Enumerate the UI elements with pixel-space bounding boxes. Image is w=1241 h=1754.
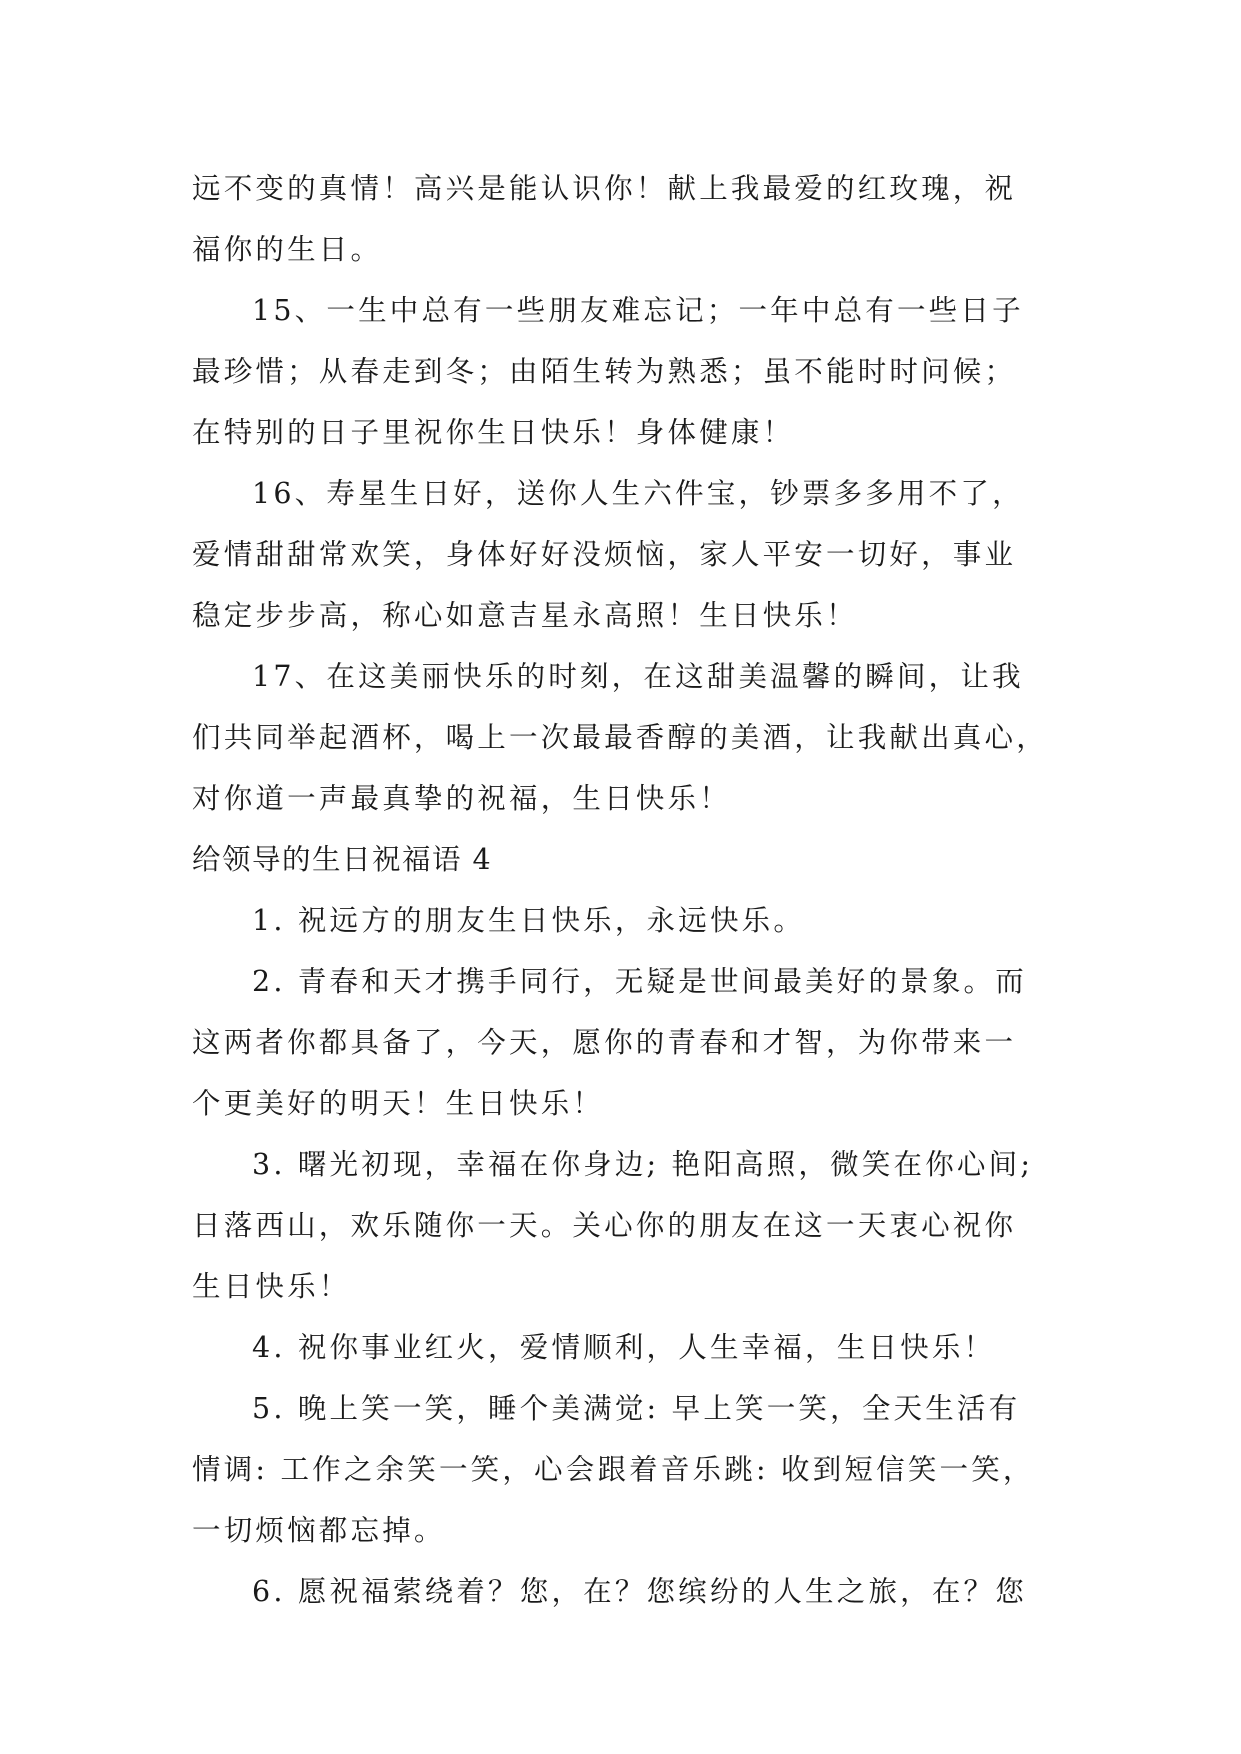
text-line: 一切烦恼都忘掉。 bbox=[192, 1514, 446, 1547]
document-body bbox=[192, 158, 1062, 1622]
item-2-line: 2. 青春和天才携手同行，无疑是世间最美好的景象。而 bbox=[252, 965, 1027, 998]
text-line: 在特别的日子里祝你生日快乐！身体健康！ bbox=[192, 416, 795, 449]
text-line: 情调: 工作之余笑一笑，心会跟着音乐跳: 收到短信笑一笑， bbox=[192, 1453, 1035, 1486]
item-3-line: 3. 曙光初现，幸福在你身边; 艳阳高照，微笑在你心间; bbox=[252, 1148, 1034, 1181]
section-heading: 给领导的生日祝福语 4 bbox=[192, 843, 493, 876]
text-line: 爱情甜甜常欢笑，身体好好没烦恼，家人平安一切好，事业 bbox=[192, 538, 1017, 571]
item-4-line: 4. 祝你事业红火，爱情顺利，人生幸福，生日快乐！ bbox=[252, 1331, 996, 1364]
text-line: 们共同举起酒杯，喝上一次最最香醇的美酒，让我献出真心， bbox=[192, 721, 1048, 754]
item-6-line: 6. 愿祝福萦绕着？您，在？您缤纷的人生之旅，在？您 bbox=[252, 1575, 1027, 1608]
text-line: 最珍惜；从春走到冬；由陌生转为熟悉；虽不能时时问候； bbox=[192, 355, 1017, 388]
paragraph-17-line: 17、在这美丽快乐的时刻，在这甜美温馨的瞬间，让我 bbox=[252, 660, 1024, 693]
text-line: 日落西山，欢乐随你一天。关心你的朋友在这一天衷心祝你 bbox=[192, 1209, 1017, 1242]
text-line: 个更美好的明天！生日快乐！ bbox=[192, 1087, 605, 1120]
text-line: 稳定步步高，称心如意吉星永高照！生日快乐！ bbox=[192, 599, 858, 632]
text-line: 生日快乐！ bbox=[192, 1270, 351, 1303]
text-line: 福你的生日。 bbox=[192, 233, 383, 266]
text-line: 对你道一声最真挚的祝福，生日快乐！ bbox=[192, 782, 731, 815]
text-line: 这两者你都具备了，今天，愿你的青春和才智，为你带来一 bbox=[192, 1026, 1017, 1059]
paragraph-15-line: 15、一生中总有一些朋友难忘记；一年中总有一些日子 bbox=[252, 294, 1024, 327]
item-5-line: 5. 晚上笑一笑，睡个美满觉: 早上笑一笑，全天生活有 bbox=[252, 1392, 1021, 1425]
paragraph-16-line: 16、寿星生日好，送你人生六件宝，钞票多多用不了， bbox=[252, 477, 1024, 510]
text-line: 远不变的真情！高兴是能认识你！献上我最爱的红玫瑰，祝 bbox=[192, 172, 1017, 205]
item-1-line: 1. 祝远方的朋友生日快乐，永远快乐。 bbox=[252, 904, 806, 937]
